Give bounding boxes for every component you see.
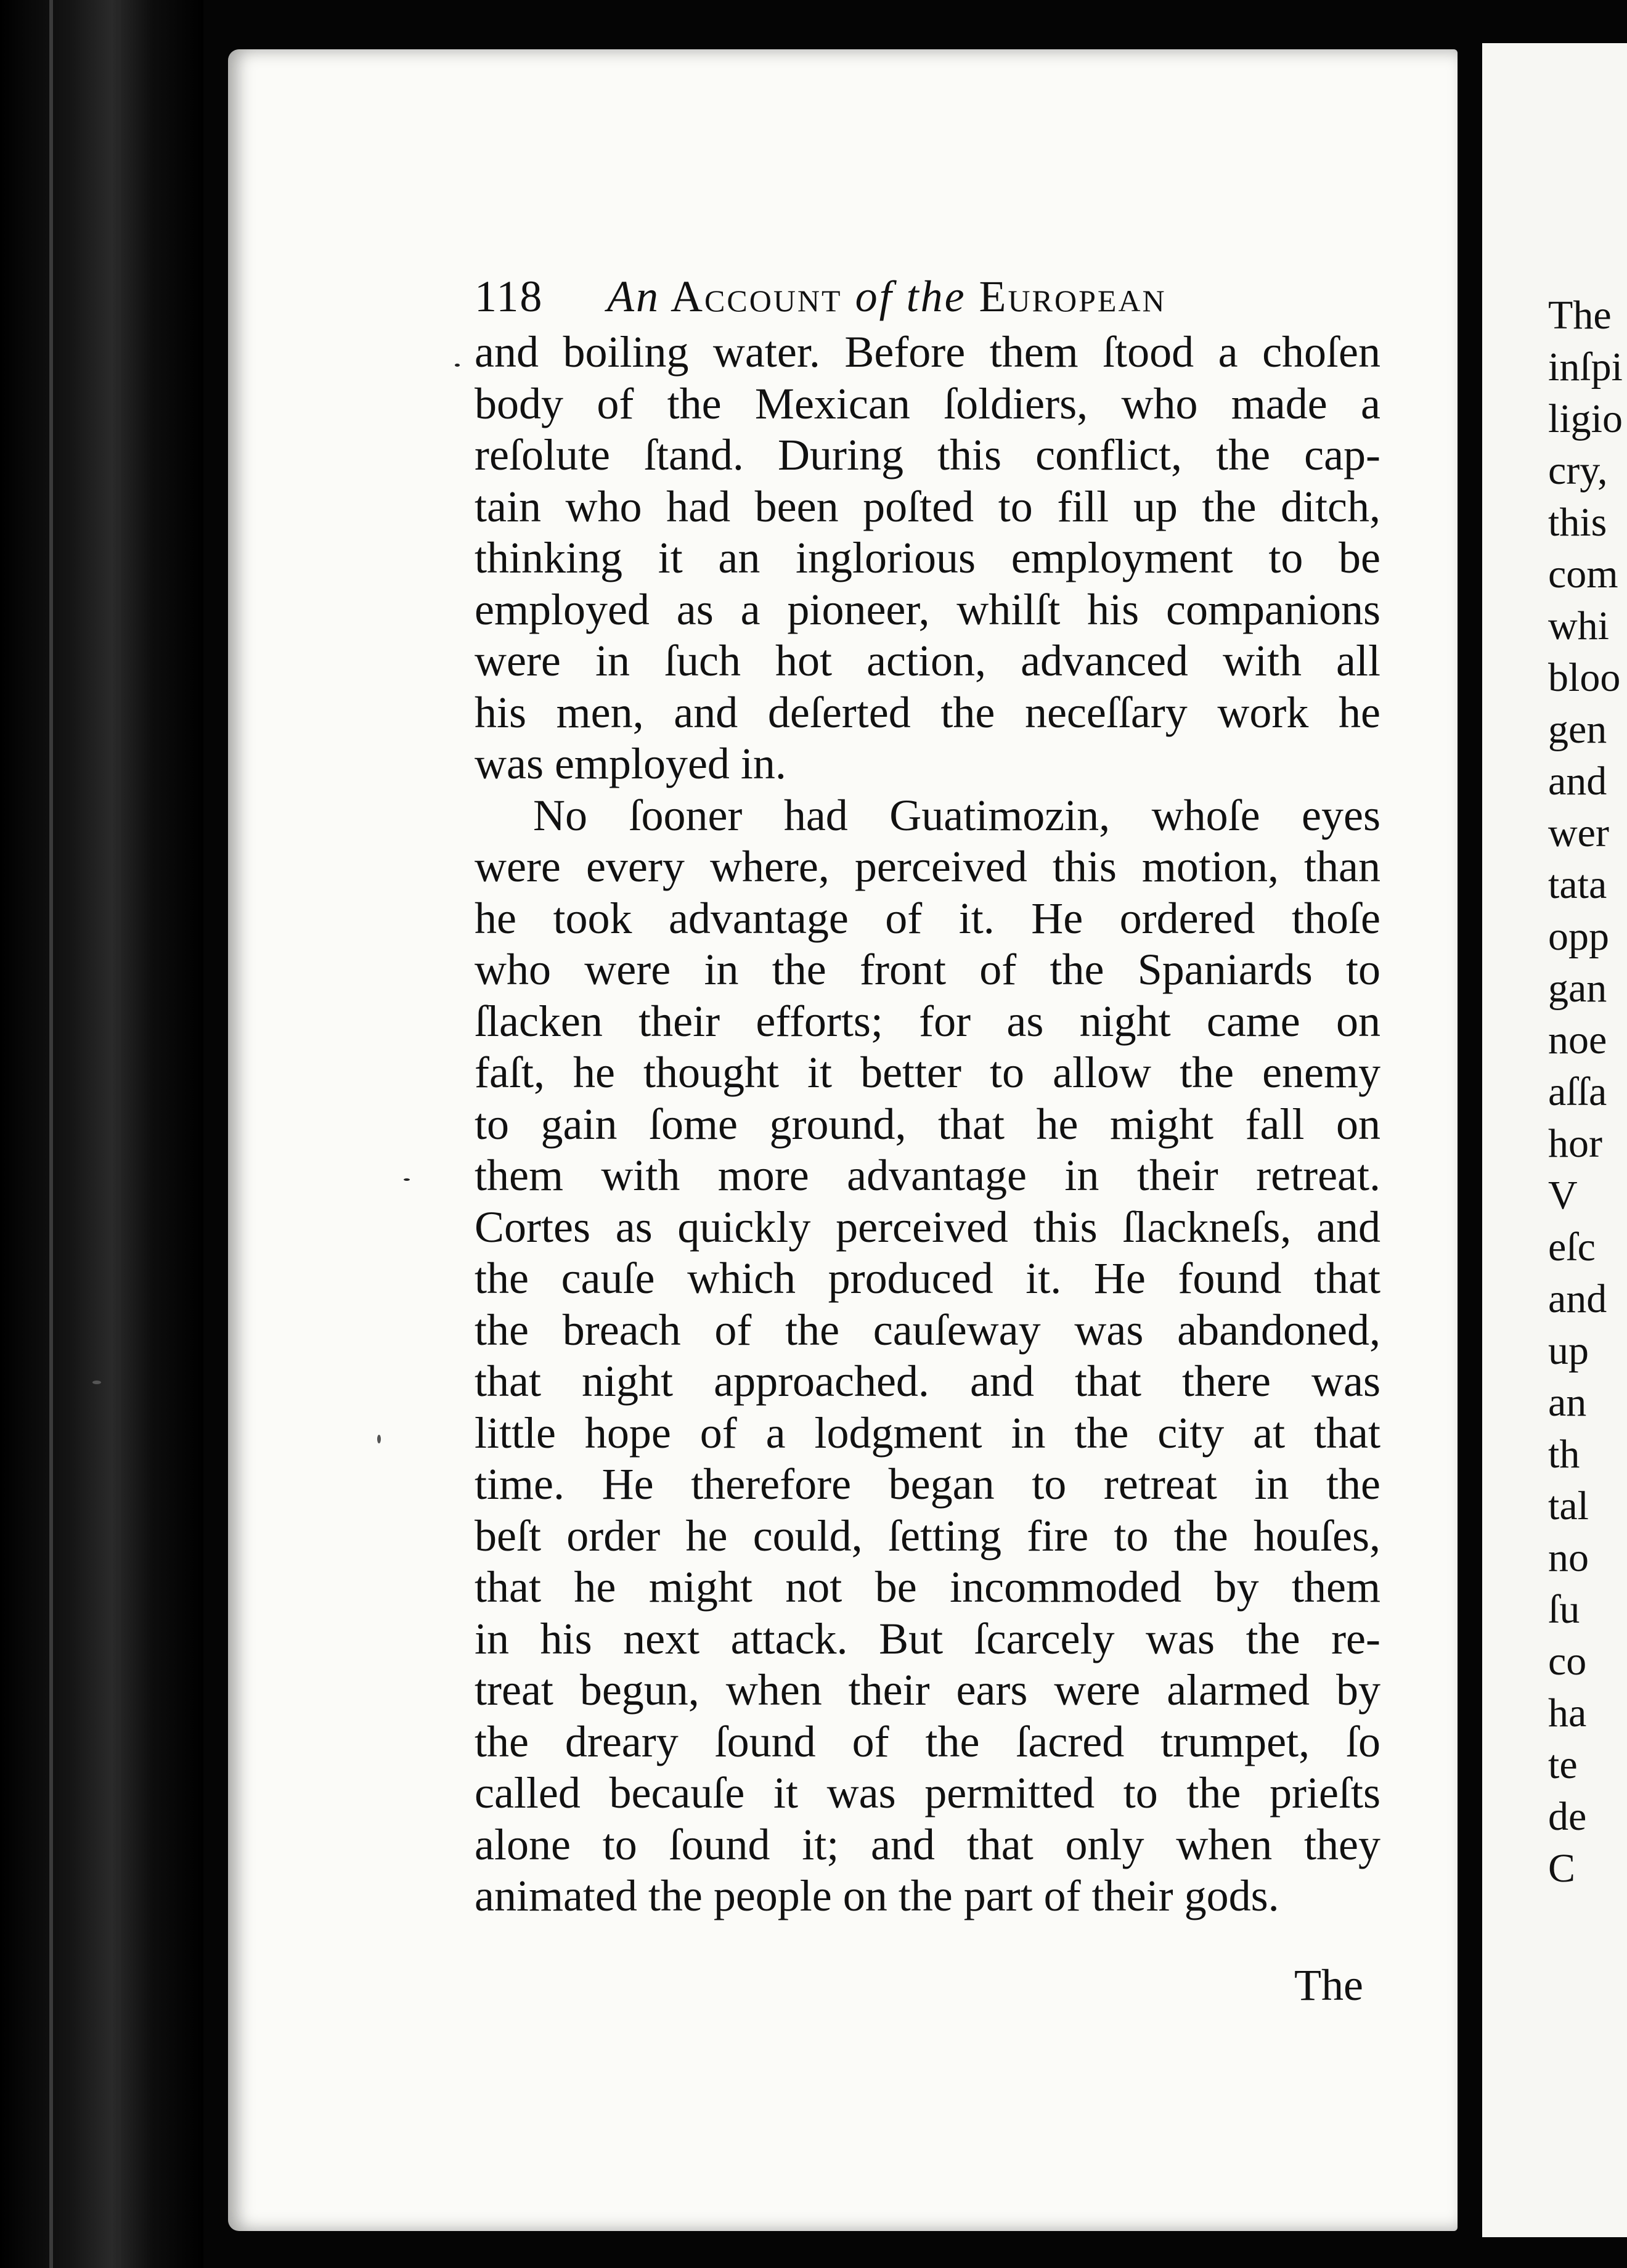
text-line: were in ſuch hot action, advanced with all (475, 636, 1380, 685)
running-title-word: An (607, 272, 660, 321)
catchword: The (1294, 1960, 1363, 2010)
text-line: tain who had been poſted to fill up the ditch, (475, 481, 1380, 531)
text-line: ſlacken their efforts; for as night came on (475, 996, 1380, 1046)
next-page-line: up (1548, 1328, 1589, 1373)
next-page-line: opp (1548, 914, 1609, 959)
running-title-word: European (979, 272, 1167, 321)
running-title-word: of the (855, 272, 966, 321)
next-page-line: V (1548, 1173, 1578, 1218)
next-page-line: this (1548, 500, 1607, 545)
text-line: employed as a pioneer, whilſt his companions (475, 584, 1380, 634)
next-page-line: and (1548, 1276, 1607, 1321)
text-line: body of the Mexican ſoldiers, who made a (475, 378, 1380, 428)
ink-speck (377, 1435, 381, 1443)
book-binding (0, 0, 203, 2268)
text-line: little hope of a lodgment in the city at that (475, 1408, 1380, 1458)
ink-speck (455, 364, 460, 367)
text-line: in his next attack. But ſcarcely was the re- (475, 1613, 1380, 1663)
next-page-line: de (1548, 1794, 1587, 1839)
text-line: the cauſe which produced it. He found that (475, 1254, 1380, 1303)
text-line: that he might not be incommoded by them (475, 1562, 1380, 1612)
next-page-text (1548, 290, 1627, 1895)
next-page-line: inſpi (1548, 345, 1623, 390)
ink-speck (92, 1381, 101, 1384)
text-line: faſt, he thought it better to allow the enemy (475, 1048, 1380, 1097)
next-page-line: bloo (1548, 655, 1621, 700)
text-line: beſt order he could, ſetting fire to the houſes, (475, 1511, 1380, 1560)
next-page-line: te (1548, 1742, 1578, 1787)
text-line: time. He therefore began to retreat in the (475, 1459, 1380, 1509)
next-page-line: gen (1548, 707, 1607, 752)
next-page-line: ha (1548, 1691, 1587, 1736)
next-page-line: noe (1548, 1018, 1607, 1063)
text-line: to gain ſome ground, that he might fall on (475, 1099, 1380, 1149)
text-line: animated the people on the part of their gods. (475, 1871, 1279, 1920)
text-line: were every where, perceived this motion, than (475, 842, 1380, 891)
text-line: was employed in. (475, 739, 786, 788)
text-line: thinking it an inglorious employment to be (475, 533, 1380, 582)
text-line: Cortes as quickly perceived this ſlackneſs, and (475, 1202, 1380, 1252)
text-line: them with more advantage in their retreat. (475, 1151, 1380, 1200)
text-line: reſolute ſtand. During this conflict, the cap- (475, 430, 1380, 479)
next-page-line: cry, (1548, 448, 1608, 493)
next-page-line: and (1548, 759, 1607, 804)
next-page-line: aſſa (1548, 1069, 1607, 1114)
text-line: called becauſe it was permitted to the prieſts (475, 1768, 1380, 1817)
running-head (475, 271, 1251, 327)
body-text (475, 327, 1380, 1922)
next-page-line: ſu (1548, 1587, 1580, 1632)
next-page-line: The (1548, 293, 1612, 338)
page-number: 118 (475, 272, 544, 321)
next-page-line: eſc (1548, 1225, 1596, 1270)
text-line: the dreary ſound of the ſacred trumpet, ſo (475, 1716, 1380, 1766)
text-line: that night approached. and that there was (475, 1356, 1380, 1406)
next-page-line: tata (1548, 862, 1607, 907)
binding-edge (49, 0, 53, 2268)
next-page-line: whi (1548, 603, 1609, 648)
text-line: No ſooner had Guatimozin, whoſe eyes (533, 790, 1380, 840)
text-line: his men, and deſerted the neceſſary work he (475, 687, 1380, 737)
text-line: treat begun, when their ears were alarmed by (475, 1665, 1380, 1715)
text-line: who were in the front of the Spaniards to (475, 945, 1380, 994)
next-page-line: wer (1548, 810, 1609, 855)
next-page-line: gan (1548, 966, 1607, 1011)
next-page-line: tal (1548, 1483, 1589, 1528)
next-page-line: ligio (1548, 396, 1623, 441)
text-line: the breach of the cauſeway was abandoned, (475, 1305, 1380, 1355)
next-page-line: co (1548, 1639, 1587, 1684)
text-line: and boiling water. Before them ſtood a choſen (475, 327, 1380, 377)
next-page-line: th (1548, 1432, 1580, 1477)
running-title-word: Account (671, 272, 842, 321)
text-line: he took advantage of it. He ordered thoſe (475, 893, 1380, 943)
running-title (607, 271, 1167, 322)
next-page-line: com (1548, 552, 1618, 597)
next-page-line: no (1548, 1535, 1589, 1580)
next-page-line: hor (1548, 1121, 1602, 1166)
binding-edge (117, 0, 121, 2268)
next-page-line: C (1548, 1846, 1576, 1891)
ink-speck (404, 1178, 410, 1181)
text-line: alone to ſound it; and that only when they (475, 1819, 1380, 1869)
next-page-line: an (1548, 1380, 1587, 1425)
